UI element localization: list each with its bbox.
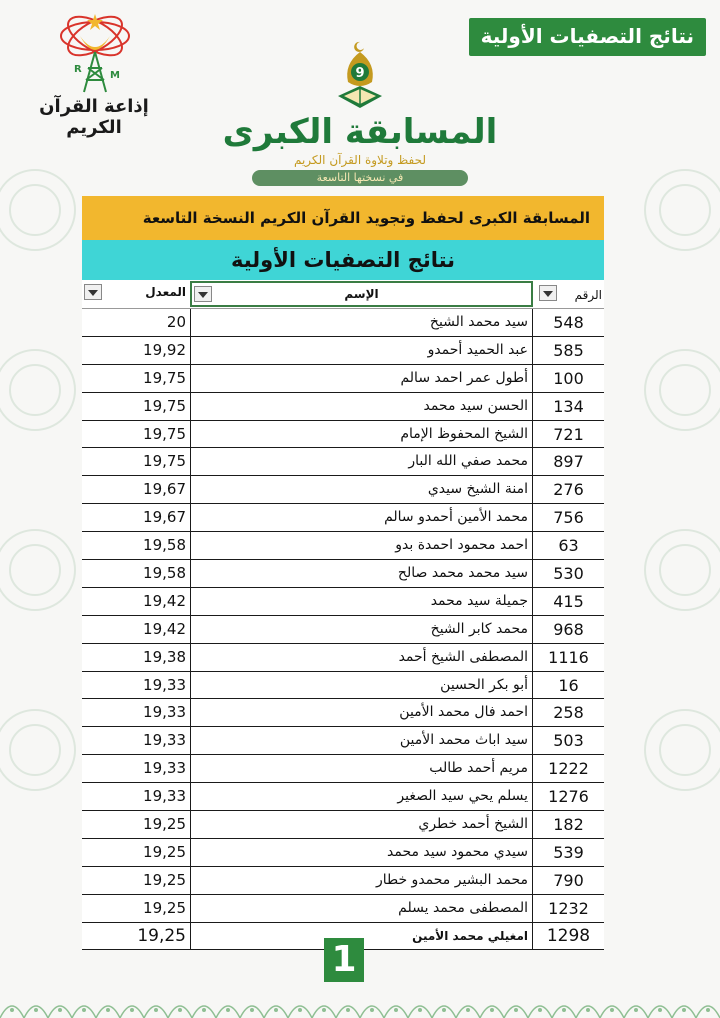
table-row — [82, 448, 604, 476]
table-row — [82, 476, 604, 504]
cell-number: 1222 — [548, 759, 589, 779]
cell-number: 100 — [553, 368, 584, 388]
table-row — [82, 644, 604, 672]
cell-name: محمد كابر الشيخ — [190, 616, 533, 643]
footer-dot — [202, 1008, 206, 1012]
footer-dot — [346, 1008, 350, 1012]
table-row — [82, 309, 604, 337]
cell-average: 19,42 — [143, 591, 186, 610]
cell-name: الشيخ المحفوظ الإمام — [190, 421, 533, 448]
footer-decorative-border — [0, 992, 720, 1018]
competition-subtitle: لحفظ وتلاوة القرآن الكريم — [293, 153, 427, 167]
table-row — [82, 672, 604, 700]
results-badge: نتائج التصفيات الأولية — [469, 18, 706, 56]
cell-name: سيد محمد الشيخ — [190, 309, 533, 336]
cell-name: عبد الحميد أحمدو — [190, 337, 533, 364]
cell-name: سيد محمد محمد صالح — [190, 560, 533, 587]
cell-average: 19,25 — [143, 870, 186, 889]
cell-number: 539 — [553, 842, 584, 862]
cell-average: 19,58 — [143, 536, 186, 555]
column-label-name: الإسم — [344, 287, 379, 301]
cell-name: الشيخ أحمد خطري — [190, 811, 533, 838]
cell-name: سيدي محمود سيد محمد — [190, 839, 533, 866]
table-row — [82, 811, 604, 839]
cell-name: سيد اباث محمد الأمين — [190, 727, 533, 754]
footer-dot — [634, 1008, 638, 1012]
footer-dot — [130, 1008, 134, 1012]
cell-name: احمد محمود احمدة بدو — [190, 532, 533, 559]
cell-average: 19,33 — [143, 675, 186, 694]
cell-number: 790 — [553, 870, 584, 890]
logo-letter-r: R — [74, 64, 82, 75]
filter-dropdown-number-icon[interactable] — [539, 285, 557, 301]
column-header-average — [82, 280, 190, 308]
decorative-pattern-right — [620, 150, 720, 870]
cell-name: امنة الشيخ سيدي — [190, 476, 533, 503]
table-results-title: نتائج التصفيات الأولية — [82, 240, 604, 280]
footer-dot — [610, 1008, 614, 1012]
footer-dot — [154, 1008, 158, 1012]
cell-number: 1298 — [546, 925, 591, 946]
table-row — [82, 755, 604, 783]
cell-number: 756 — [553, 508, 584, 528]
cell-number: 276 — [553, 480, 584, 500]
cell-average: 19,67 — [143, 508, 186, 527]
cell-average: 19,38 — [143, 647, 186, 666]
cell-number: 548 — [553, 313, 584, 332]
table-row — [82, 588, 604, 616]
cell-name: احمد فال محمد الأمين — [190, 699, 533, 726]
cell-number: 182 — [553, 815, 584, 835]
cell-number: 258 — [553, 703, 584, 723]
footer-dot — [274, 1008, 278, 1012]
cell-name: المصطفى محمد يسلم — [190, 895, 533, 922]
footer-dot — [442, 1008, 446, 1012]
cell-name: محمد الأمين أحمدو سالم — [190, 504, 533, 531]
cell-average: 19,75 — [143, 368, 186, 387]
footer-dot — [298, 1008, 302, 1012]
table-header-row — [82, 280, 604, 309]
table-row — [82, 699, 604, 727]
quran-emblem-icon — [320, 38, 400, 118]
footer-dot — [370, 1008, 374, 1012]
cell-average: 19,25 — [143, 815, 186, 834]
footer-dot — [682, 1008, 686, 1012]
page-number: 1 — [324, 938, 364, 982]
footer-dot — [322, 1008, 326, 1012]
cell-average: 19,33 — [143, 703, 186, 722]
footer-dot — [34, 1008, 38, 1012]
footer-dot — [178, 1008, 182, 1012]
logo-letter-m: M — [110, 70, 120, 81]
table-row — [82, 616, 604, 644]
radio-logo-icon — [40, 6, 150, 96]
column-label-average: المعدل — [145, 285, 186, 299]
competition-edition: في نسختها التاسعة — [252, 170, 468, 186]
cell-name: محمد البشير محمدو خطار — [190, 867, 533, 894]
cell-number: 721 — [553, 424, 584, 444]
cell-average: 19,75 — [143, 424, 186, 443]
footer-dot — [418, 1008, 422, 1012]
cell-number: 63 — [558, 536, 579, 556]
footer-dot — [514, 1008, 518, 1012]
competition-title: المسابقة الكبرى — [222, 112, 498, 152]
emblem-number: 9 — [355, 66, 365, 81]
cell-name: أطول عمر احمد سالم — [190, 365, 533, 392]
table-row — [82, 337, 604, 365]
footer-dot — [538, 1008, 542, 1012]
table-row — [82, 895, 604, 923]
cell-name: المصطفى الشيخ أحمد — [190, 644, 533, 671]
cell-average: 19,33 — [143, 759, 186, 778]
cell-average: 20 — [166, 313, 186, 331]
table-row — [82, 783, 604, 811]
column-header-number — [533, 280, 604, 308]
cell-number: 415 — [553, 591, 584, 611]
cell-number: 503 — [553, 731, 584, 751]
footer-dot — [394, 1008, 398, 1012]
footer-dot — [58, 1008, 62, 1012]
cell-average: 19,25 — [137, 925, 186, 946]
footer-dot — [490, 1008, 494, 1012]
cell-number: 968 — [553, 619, 584, 639]
cell-number: 134 — [553, 396, 584, 416]
footer-dot — [706, 1008, 710, 1012]
cell-average: 19,75 — [143, 452, 186, 471]
footer-dot — [586, 1008, 590, 1012]
footer-dot — [466, 1008, 470, 1012]
cell-name: محمد صفي الله البار — [190, 448, 533, 475]
footer-dot — [250, 1008, 254, 1012]
cell-average: 19,67 — [143, 480, 186, 499]
cell-average: 19,58 — [143, 564, 186, 583]
table-row — [82, 839, 604, 867]
table-row — [82, 560, 604, 588]
footer-dot — [10, 1008, 14, 1012]
cell-name: امغيلي محمد الأمين — [190, 923, 533, 950]
table-banner-title: المسابقة الكبرى لحفظ وتجويد القرآن الكريم النسخة التاسعة — [82, 196, 604, 240]
table-row — [82, 365, 604, 393]
cell-name: جميلة سيد محمد — [190, 588, 533, 615]
cell-average: 19,75 — [143, 396, 186, 415]
cell-name: مريم أحمد طالب — [190, 755, 533, 782]
footer-dot — [226, 1008, 230, 1012]
results-table — [82, 196, 604, 950]
cell-average: 19,42 — [143, 619, 186, 638]
cell-name: الحسن سيد محمد — [190, 393, 533, 420]
cell-number: 530 — [553, 564, 584, 584]
cell-average: 19,92 — [143, 340, 186, 359]
footer-dot — [82, 1008, 86, 1012]
column-label-number: الرقم — [574, 288, 602, 302]
table-row — [82, 532, 604, 560]
table-body — [82, 309, 604, 950]
table-row — [82, 867, 604, 895]
cell-number: 16 — [558, 675, 579, 695]
cell-number: 585 — [553, 340, 584, 360]
footer-dot — [562, 1008, 566, 1012]
cell-number: 1116 — [548, 647, 589, 667]
cell-average: 19,33 — [143, 731, 186, 750]
footer-dot — [658, 1008, 662, 1012]
cell-name: أبو بكر الحسين — [190, 672, 533, 699]
table-row — [82, 421, 604, 449]
cell-number: 897 — [553, 452, 584, 472]
filter-dropdown-average-icon[interactable] — [84, 284, 102, 300]
footer-dot — [106, 1008, 110, 1012]
table-row — [82, 504, 604, 532]
table-row — [82, 727, 604, 755]
cell-average: 19,25 — [143, 842, 186, 861]
cell-number: 1276 — [548, 787, 589, 807]
cell-average: 19,25 — [143, 898, 186, 917]
cell-number: 1232 — [548, 898, 589, 918]
radio-name: إذاعة القرآن الكريم — [39, 96, 149, 138]
table-row — [82, 393, 604, 421]
cell-name: يسلم يحي سيد الصغير — [190, 783, 533, 810]
column-header-name — [190, 281, 533, 307]
cell-average: 19,33 — [143, 787, 186, 806]
